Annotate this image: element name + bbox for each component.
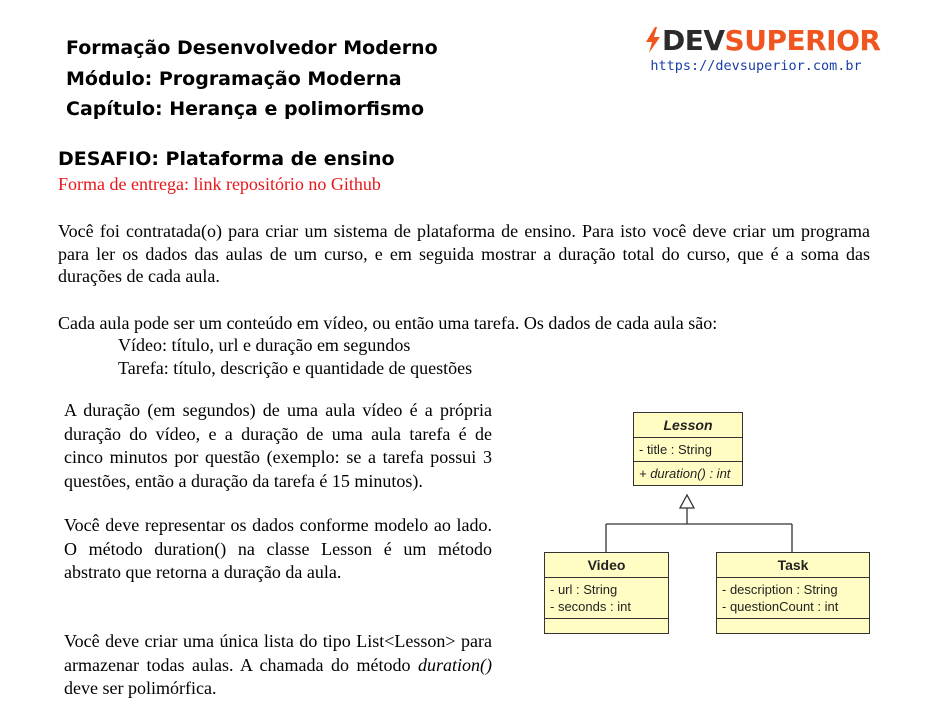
- devsuperior-brand: [644, 24, 881, 74]
- lesson-duration-operation: + duration() : int: [639, 466, 731, 481]
- video-operations: [545, 619, 668, 629]
- video-url-attribute: - url : String: [550, 582, 618, 597]
- task-attributes: [717, 578, 869, 619]
- uml-class-diagram: [544, 404, 884, 644]
- video-class-name: Video: [545, 553, 668, 578]
- generalization-arrow-icon: [680, 495, 694, 508]
- lightning-bolt-icon: [644, 27, 662, 53]
- delivery-info: Forma de entrega: link repositório no Github: [58, 174, 381, 194]
- list-paragraph-text: Você deve criar uma única lista do tipo List<Lesson> para armazenar todas aulas. A chamada do método: [64, 631, 492, 675]
- video-data-line: Vídeo: título, url e duração em segundos: [118, 335, 411, 355]
- lesson-class-name: Lesson: [634, 413, 742, 438]
- module-title: Módulo: Programação Moderna: [66, 67, 402, 90]
- video-class: [544, 552, 669, 634]
- video-attributes: [545, 578, 668, 619]
- task-questioncount-attribute: - questionCount : int: [722, 599, 839, 614]
- brand-url[interactable]: https://devsuperior.com.br: [650, 58, 862, 74]
- lesson-title-attribute: - title : String: [639, 442, 712, 457]
- course-title: Formação Desenvolvedor Moderno: [66, 37, 438, 59]
- brand-logo: [644, 24, 881, 57]
- lesson-class: [633, 412, 743, 486]
- challenge-title: DESAFIO: Plataforma de ensino: [58, 148, 395, 170]
- lesson-types-paragraph: Cada aula pode ser um conteúdo em vídeo, ou então uma tarefa. Os dados de cada aula são:: [58, 313, 718, 333]
- brand-dev-text: DEV: [662, 24, 725, 57]
- duration-paragraph: A duração (em segundos) de uma aula vídeo é a própria duração do vídeo, e a duração de uma aula tarefa é de cinco minutos por questão (exemplo: se a tarefa possui 3 questões, então a duração da tarefa é 15 minutos).: [64, 400, 492, 491]
- chapter-title: Capítulo: Herança e polimorfismo: [66, 98, 425, 120]
- task-data-line: Tarefa: título, descrição e quantidade de questões: [118, 358, 473, 378]
- task-class: [716, 552, 870, 634]
- intro-paragraph: Você foi contratada(o) para criar um sistema de plataforma de ensino. Para isto você deve criar um programa para ler os dados das aulas de um curso, e em seguida mostrar a duração total do curso, que é a soma das durações de cada aula.: [58, 221, 870, 286]
- video-seconds-attribute: - seconds : int: [550, 599, 631, 614]
- list-paragraph-end: deve ser polimórfica.: [64, 678, 217, 698]
- lesson-operations: [634, 462, 742, 485]
- list-paragraph: [64, 630, 492, 701]
- task-description-attribute: - description : String: [722, 582, 838, 597]
- course-header: [66, 33, 438, 125]
- brand-superior-text: SUPERIOR: [724, 24, 881, 57]
- task-class-name: Task: [717, 553, 869, 578]
- lesson-attributes: [634, 438, 742, 462]
- task-operations: [717, 619, 869, 629]
- model-paragraph: Você deve representar os dados conforme modelo ao lado. O método duration() na classe Lesson é um método abstrato que retorna a duração da aula.: [64, 515, 492, 582]
- duration-method-text: duration(): [418, 654, 492, 675]
